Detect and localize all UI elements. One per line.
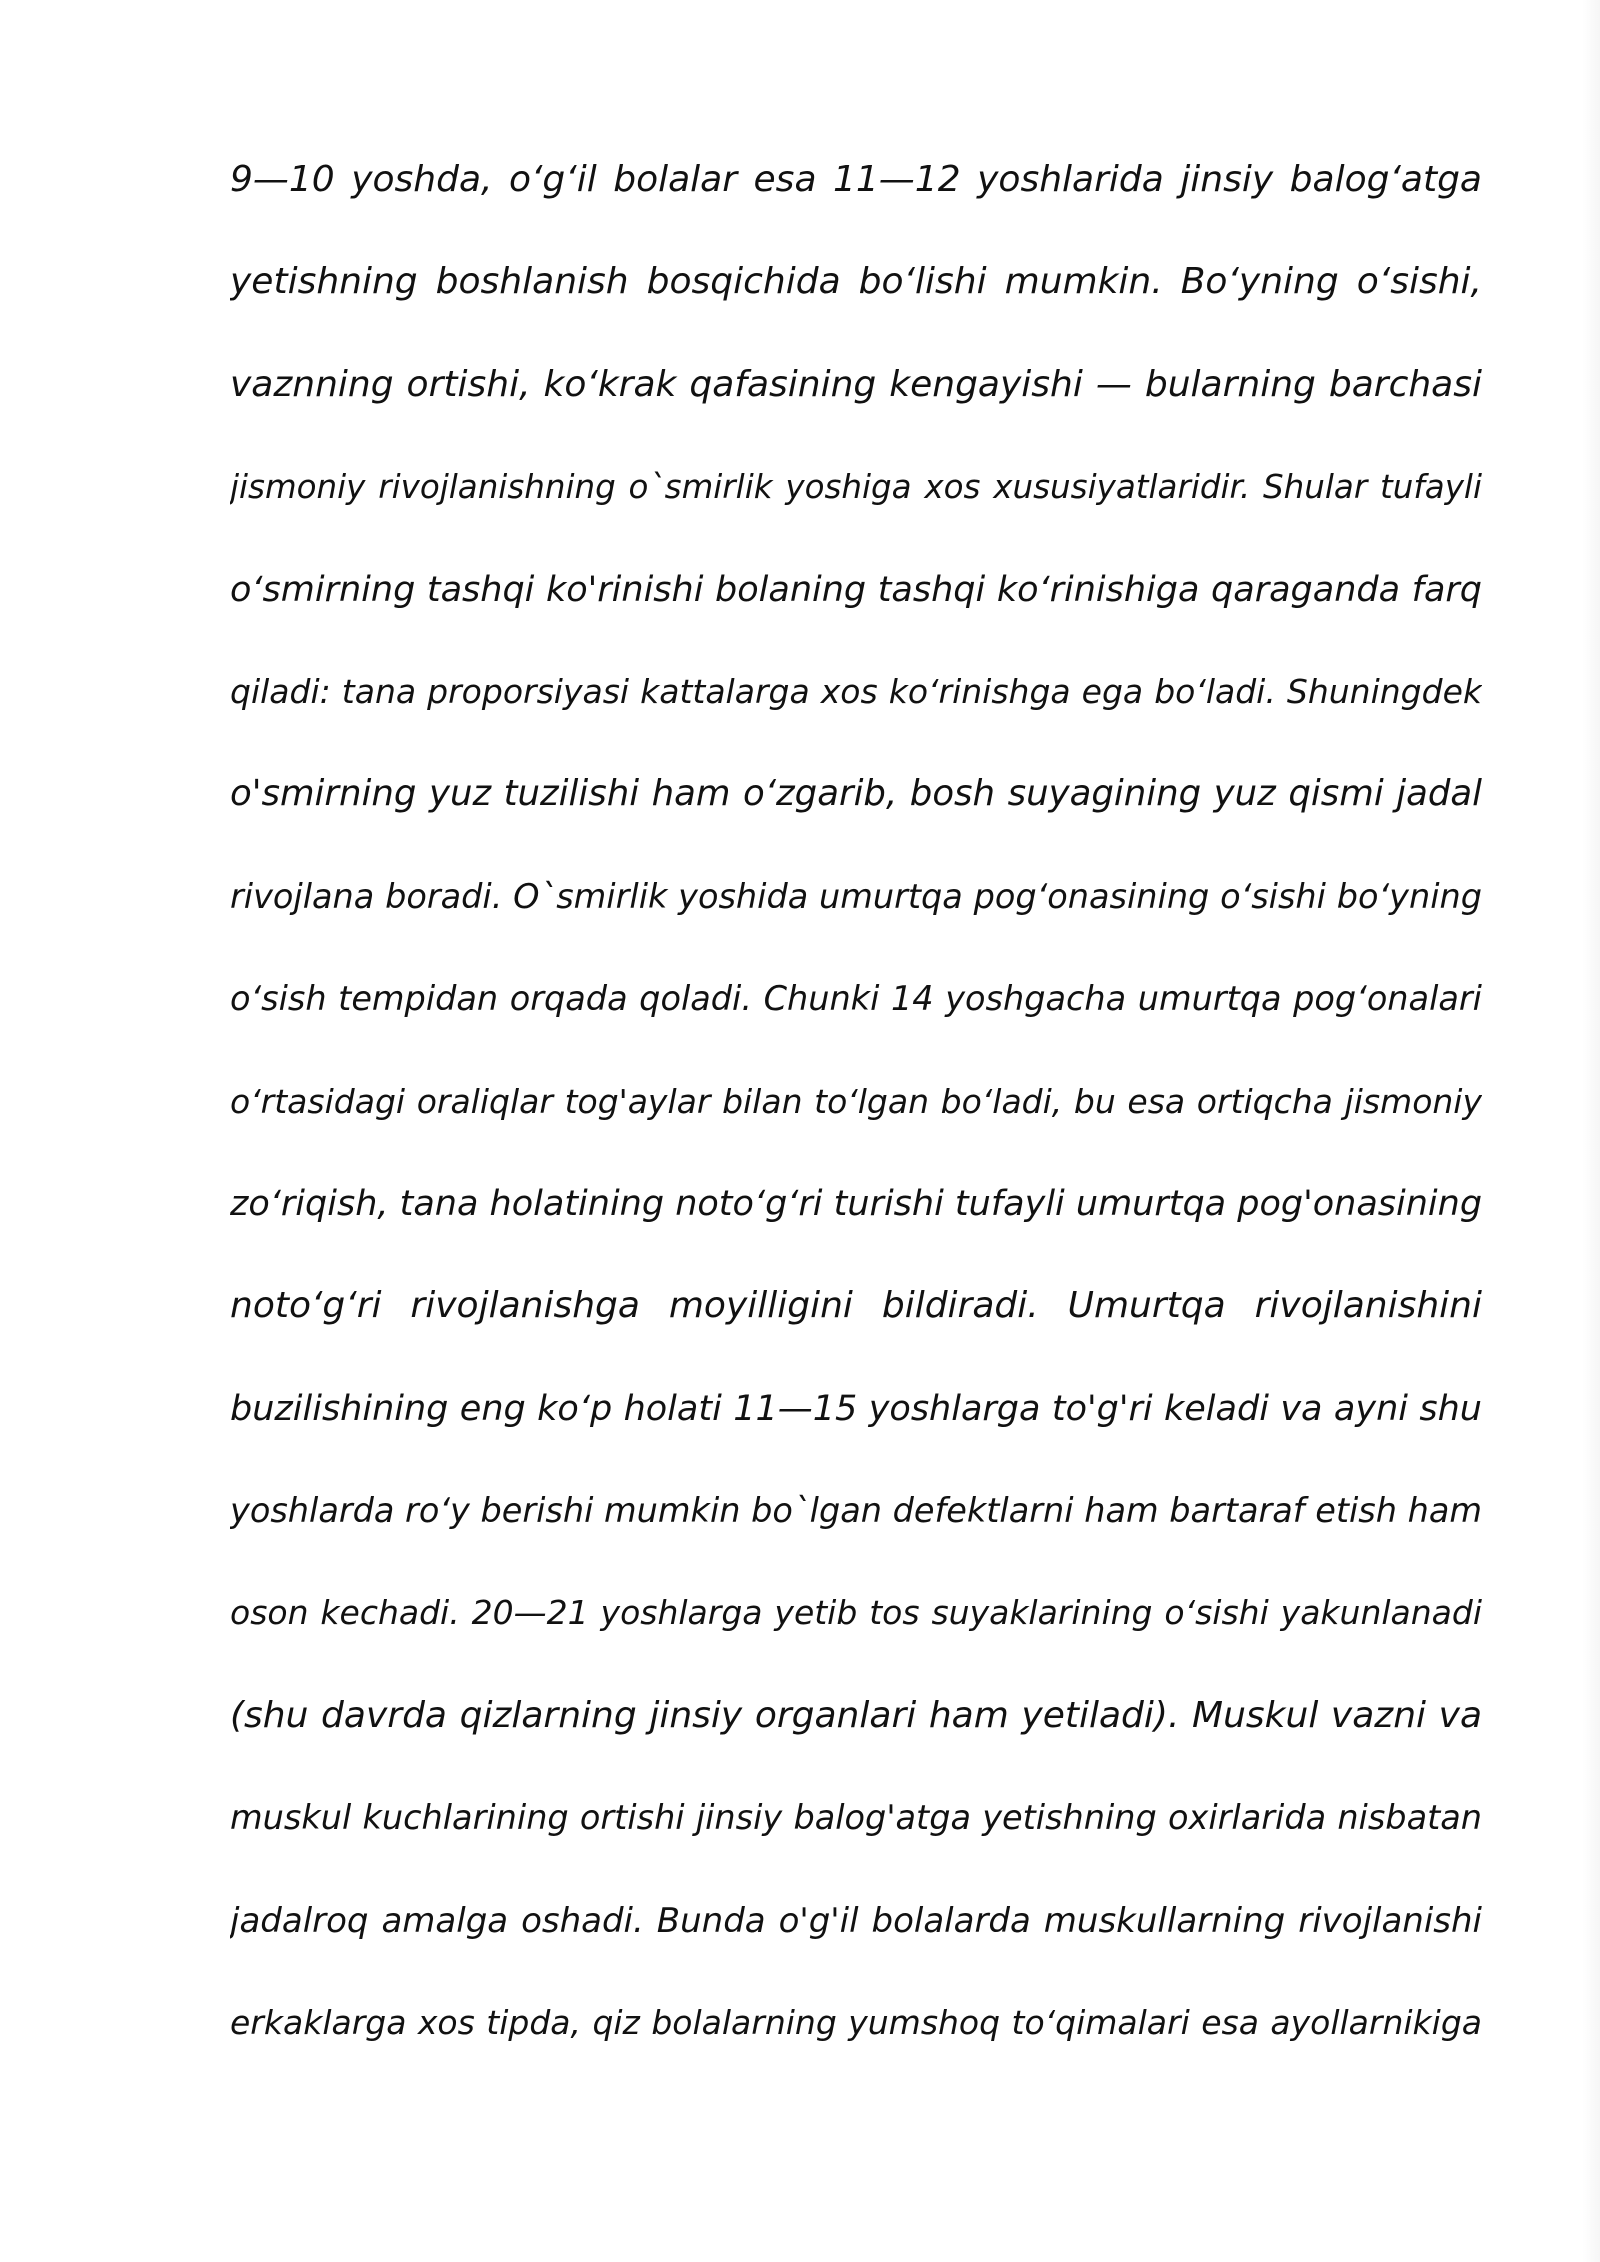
text-line: o‘rtasidagi oraliqlar tog'aylar bilan to‘lgan bo‘ladi, bu esa ortiqcha jismoniy [230,1081,1482,1121]
text-line: o'smirning yuz tuzilishi ham o‘zgarib, bosh suyagining yuz qismi jadal [230,773,1482,815]
page-edge-shadow [1582,0,1600,2262]
text-line: buzilishining eng ko‘p holati 11—15 yoshlarga to'g'ri keladi va ayni shu [230,1388,1482,1429]
body-text [230,148,1482,2093]
text-line: o‘smirning tashqi ko'rinishi bolaning tashqi ko‘rinishiga qaraganda farq [230,569,1482,610]
text-line: vaznning ortishi, ko‘krak qafasining kengayishi — bularning barchasi [230,363,1482,405]
text-line: muskul kuchlarining ortishi jinsiy balog'atga yetishning oxirlarida nisbatan [230,1798,1482,1838]
text-line: (shu davrda qizlarning jinsiy organlari ham yetiladi). Muskul vazni va [230,1694,1482,1736]
text-line: qiladi: tana proporsiyasi kattalarga xos ko‘rinishga ega bo‘ladi. Shuningdek [230,671,1482,711]
text-line: jismoniy rivojlanishning o`smirlik yoshiga xos xususiyatlaridir. Shular tufayli [230,468,1482,507]
text-line: noto‘g‘ri rivojlanishga moyilligini bildiradi. Umurtqa rivojlanishini [230,1285,1482,1327]
text-line: jadalroq amalga oshadi. Bunda o'g'il bolalarda muskullarning rivojlanishi [230,1900,1482,1941]
text-line: erkaklarga xos tipda, qiz bolalarning yumshoq to‘qimalari esa ayollarnikiga [230,2003,1482,2043]
text-line: yoshlarda ro‘y berishi mumkin bo`lgan defektlarni ham bartaraf etish ham [230,1491,1482,1531]
text-line: yetishning boshlanish bosqichida bo‘lishi mumkin. Bo‘yning o‘sishi, [230,261,1482,303]
text-line: zo‘riqish, tana holatining noto‘g‘ri turishi tufayli umurtqa pog'onasining [230,1183,1482,1224]
text-line: o‘sish tempidan orqada qoladi. Chunki 14 yoshgacha umurtqa pog‘onalari [230,979,1482,1019]
text-line: 9—10 yoshda, o‘g‘il bolalar esa 11—12 yoshlarida jinsiy balog‘atga [230,159,1482,200]
text-line: rivojlana boradi. O`smirlik yoshida umurtqa pog‘onasining o‘sishi bo‘yning [230,876,1482,916]
text-line: oson kechadi. 20—21 yoshlarga yetib tos suyaklarining o‘sishi yakunlanadi [230,1593,1482,1633]
